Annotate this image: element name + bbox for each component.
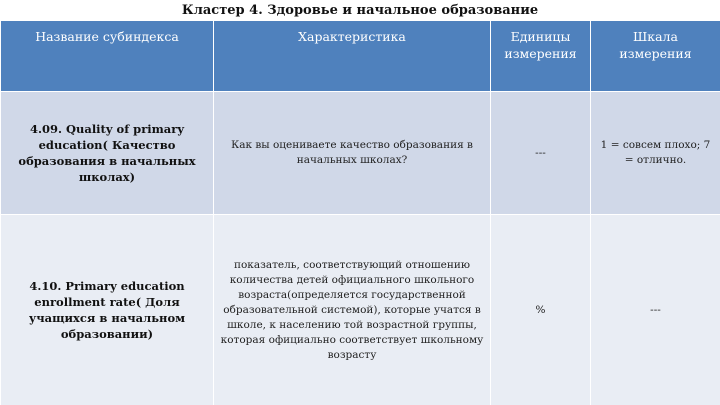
header-units: Единицы измерения [491, 21, 591, 92]
row-scale: --- [591, 215, 720, 405]
row-description: Как вы оцениваете качество образования в начальных школах? [214, 92, 491, 215]
row-description: показатель, соответствующий отношению количества детей официального школьного возраста(определяется государственной образовательной системой), которые учатся в школе, к населению той возрастной группы, которая официально соответствует школьному возрасту [214, 215, 491, 405]
row-name: 4.10. Primary education enrollment rate( Доля учащихся в начальном образовании) [1, 215, 214, 405]
header-scale: Шкала измерения [591, 21, 720, 92]
slide-title: Кластер 4. Здоровье и начальное образование [181, 3, 539, 18]
header-description: Характеристика [214, 21, 491, 92]
row-name: 4.09. Quality of primary education( Качество образования в начальных школах) [1, 92, 214, 215]
header-name: Название субиндекса [1, 21, 214, 92]
row-units: % [491, 215, 591, 405]
row-units: --- [491, 92, 591, 215]
table-row [1, 92, 720, 215]
table-header-row [1, 21, 720, 92]
subindex-table [0, 20, 720, 405]
table-row [1, 215, 720, 405]
row-scale: 1 = совсем плохо; 7 = отлично. [591, 92, 720, 215]
